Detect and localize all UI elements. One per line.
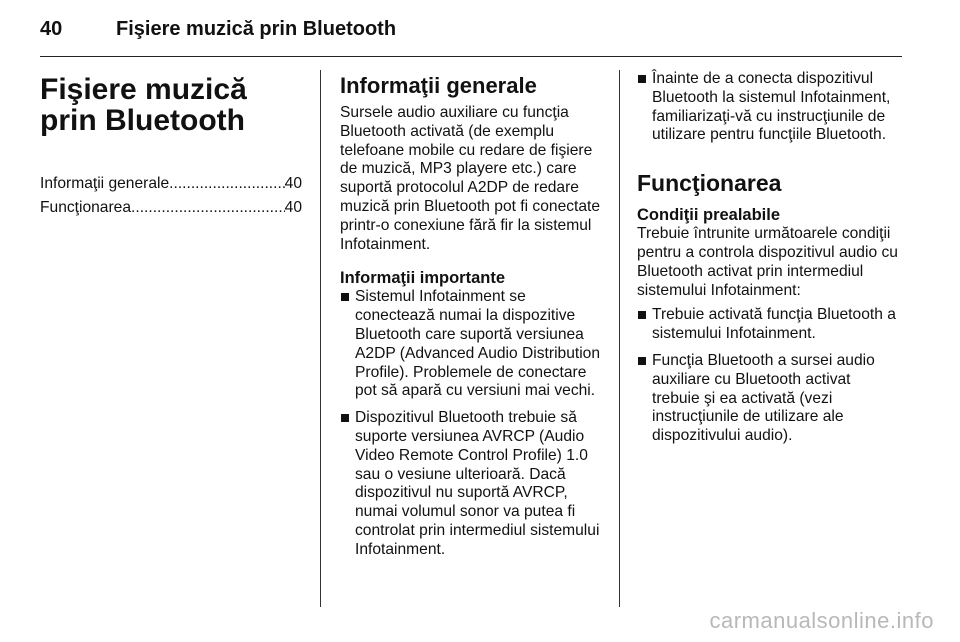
running-title: Fişiere muzică prin Bluetooth — [116, 18, 397, 40]
general-intro-paragraph: Sursele audio auxiliare cu funcţia Bluetooth activată (de exemplu telefoane mobile cu redare de fişiere de muzică, MP3 playere etc.) care suportă protocolul A2DP de redare muzică prin Bluetooth pot fi conectate printr-o conexiune fără fir la sistemul Infotainment. — [340, 104, 601, 253]
column-3 — [637, 70, 901, 454]
watermark: carmanualsonline.info — [709, 608, 934, 633]
chapter-title: Fişiere muzică prin Bluetooth — [40, 73, 247, 137]
header-divider — [40, 56, 902, 57]
table-of-contents — [40, 172, 302, 220]
list-item: Trebuie activată funcţia Bluetooth a sistemului Infotainment. — [637, 306, 901, 344]
toc-leader — [131, 196, 285, 220]
list-item: Dispozitivul Bluetooth trebuie să suporte versiunea AVRCP (Audio Video Remote Control Profile) 1.0 sau o vesiune ulterioară. Dacă dispozitivul nu suportă AVRCP, numai volumul sonor va putea fi controlat prin intermediul sistemului Infotainment. — [340, 409, 602, 559]
important-list — [340, 288, 602, 559]
section-heading-operation: Funcţionarea — [637, 170, 782, 197]
subheading-important: Informaţii importante — [340, 269, 506, 288]
prereq-list — [637, 306, 901, 446]
column-divider-2 — [619, 70, 620, 607]
list-item: Sistemul Infotainment se conectează numai la dispozitive Bluetooth care suportă versiunea A2DP (Advanced Audio Distribution Profile). Problemele de conectare pot să apară cu versiuni mai vechi. — [340, 288, 602, 401]
column-2 — [340, 70, 602, 568]
page-header — [40, 18, 396, 41]
important-list-continued — [637, 70, 901, 145]
column-divider-1 — [320, 70, 321, 607]
toc-entry-general[interactable] — [40, 172, 302, 196]
column-1 — [40, 70, 302, 220]
subheading-prerequisites: Condiţii prealabile — [637, 206, 781, 225]
toc-entry-page: 40 — [284, 199, 302, 216]
list-item: Înainte de a conecta dispozitivul Bluetooth la sistemul Infotainment, familiarizaţi-vă cu instrucţiunile de utilizare pentru funcţiile Bluetooth. — [637, 70, 901, 145]
toc-entry-operation[interactable] — [40, 196, 302, 220]
page-number: 40 — [40, 18, 63, 40]
prereq-paragraph: Trebuie întrunite următoarele condiţii pentru a controla dispozitivul audio cu Bluetooth activat prin intermediul sistemului Infotainment: — [637, 225, 898, 299]
toc-entry-page: 40 — [284, 175, 302, 192]
toc-leader — [169, 172, 284, 196]
section-heading-general: Informaţii generale — [340, 73, 537, 98]
toc-entry-label: Informaţii generale — [40, 175, 170, 192]
toc-entry-label: Funcţionarea — [40, 199, 132, 216]
list-item: Funcţia Bluetooth a sursei audio auxiliare cu Bluetooth activat trebuie şi ea activată (vezi instrucţiunile de utilizare ale dispozitivului audio). — [637, 352, 901, 446]
